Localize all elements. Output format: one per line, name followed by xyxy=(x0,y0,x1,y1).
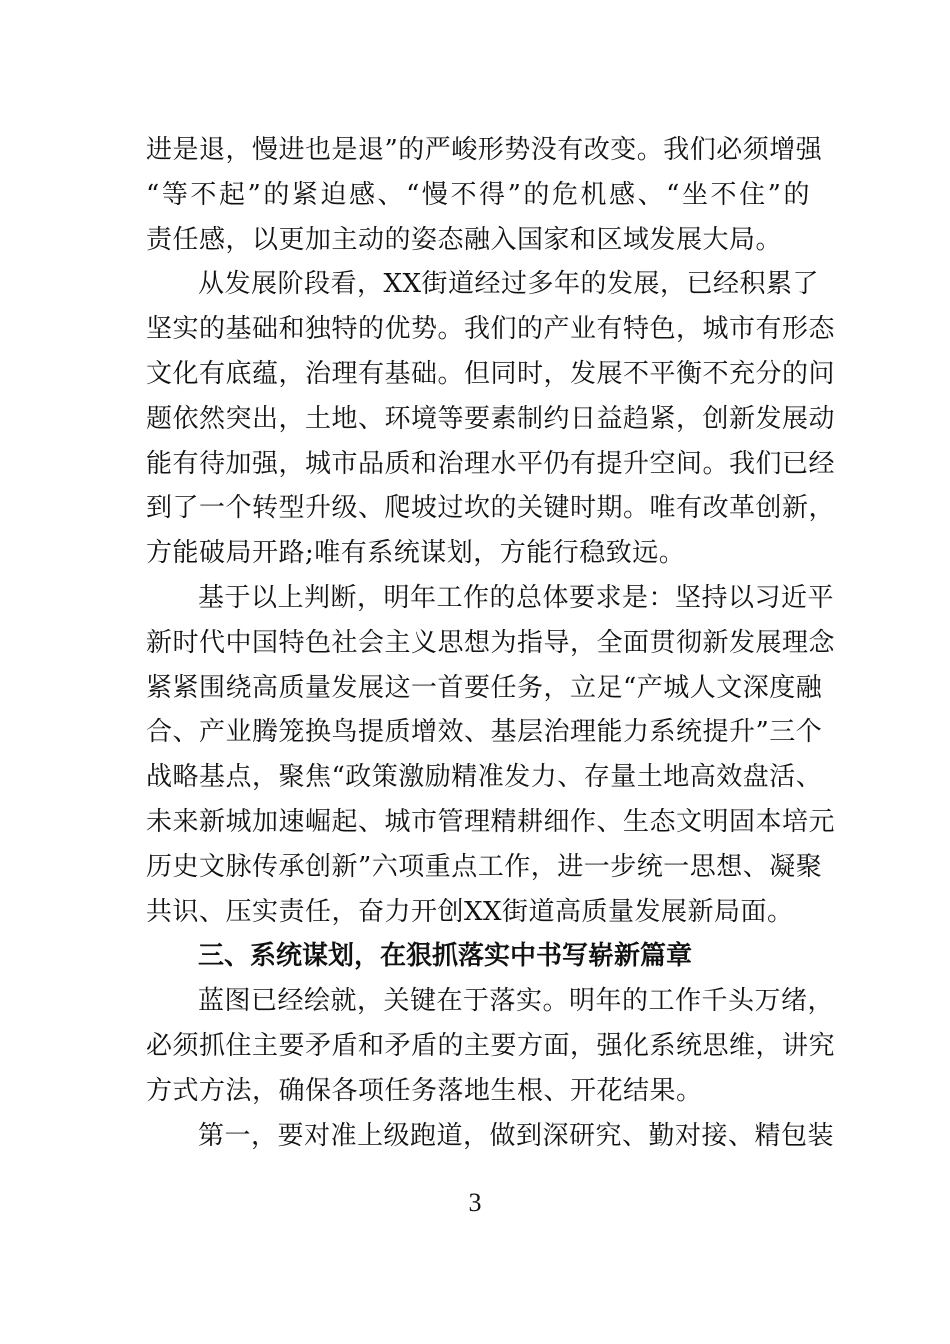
paragraph-line: 从发展阶段看，XX街道经过多年的发展，已经积累了 xyxy=(198,269,820,300)
page-number: 3 xyxy=(468,1188,482,1217)
paragraph-line: 到了一个转型升级、爬坡过坎的关键时期。唯有改革创新， xyxy=(146,493,836,524)
section-heading: 三、系统谋划，在狠抓落实中书写崭新篇章 xyxy=(198,941,693,972)
paragraph-line: 第一，要对准上级跑道，做到深研究、勤对接、精包装 xyxy=(198,1120,835,1151)
paragraph-line: 紧紧围绕高质量发展这一首要任务，立足“产城人文深度融 xyxy=(146,672,823,703)
paragraph-line: 历史文脉传承创新”六项重点工作，进一步统一思想、凝聚 xyxy=(146,851,823,882)
paragraph-line: 未来新城加速崛起、城市管理精耕细作、生态文明固本培元 xyxy=(146,806,836,837)
paragraph-line: 题依然突出，土地、环境等要素制约日益趋紧，创新发展动 xyxy=(146,403,836,434)
paragraph-line: 方能破局开路;唯有系统谋划，方能行稳致远。 xyxy=(146,538,686,569)
paragraph-line: 战略基点，聚焦“政策激励精准发力、存量土地高效盘活、 xyxy=(146,762,823,793)
paragraph-line: 坚实的基础和独特的优势。我们的产业有特色，城市有形态 xyxy=(146,314,836,345)
paragraph-line: 进是退，慢进也是退”的严峻形势没有改变。我们必须增强 xyxy=(146,135,823,165)
paragraph-line: 蓝图已经绘就，关键在于落实。明年的工作千头万绪， xyxy=(198,986,835,1017)
paragraph-line: 合、产业腾笼换鸟提质增效、基层治理能力系统提升”三个 xyxy=(146,717,823,748)
paragraph-line: 能有待加强，城市品质和治理水平仍有提升空间。我们已经 xyxy=(146,448,836,479)
paragraph-line: 文化有底蕴，治理有基础。但同时，发展不平衡不充分的问 xyxy=(146,358,836,389)
paragraph-line: 基于以上判断，明年工作的总体要求是：坚持以习近平 xyxy=(198,582,835,613)
paragraph-line: “等不起”的紧迫感、“慢不得”的危机感、“坐不住”的 xyxy=(146,179,810,210)
paragraph-line: 必须抓住主要矛盾和矛盾的主要方面，强化系统思维，讲究 xyxy=(146,1030,836,1061)
paragraph-line: 共识、压实责任，奋力开创XX街道高质量发展新局面。 xyxy=(146,896,794,927)
body-text xyxy=(146,128,836,1158)
paragraph-line: 方式方法，确保各项任务落地生根、开花结果。 xyxy=(146,1075,703,1106)
paragraph-line: 新时代中国特色社会主义思想为指导，全面贯彻新发展理念 xyxy=(146,627,836,658)
paragraph-line: 责任感，以更加主动的姿态融入国家和区域发展大局。 xyxy=(146,224,783,255)
